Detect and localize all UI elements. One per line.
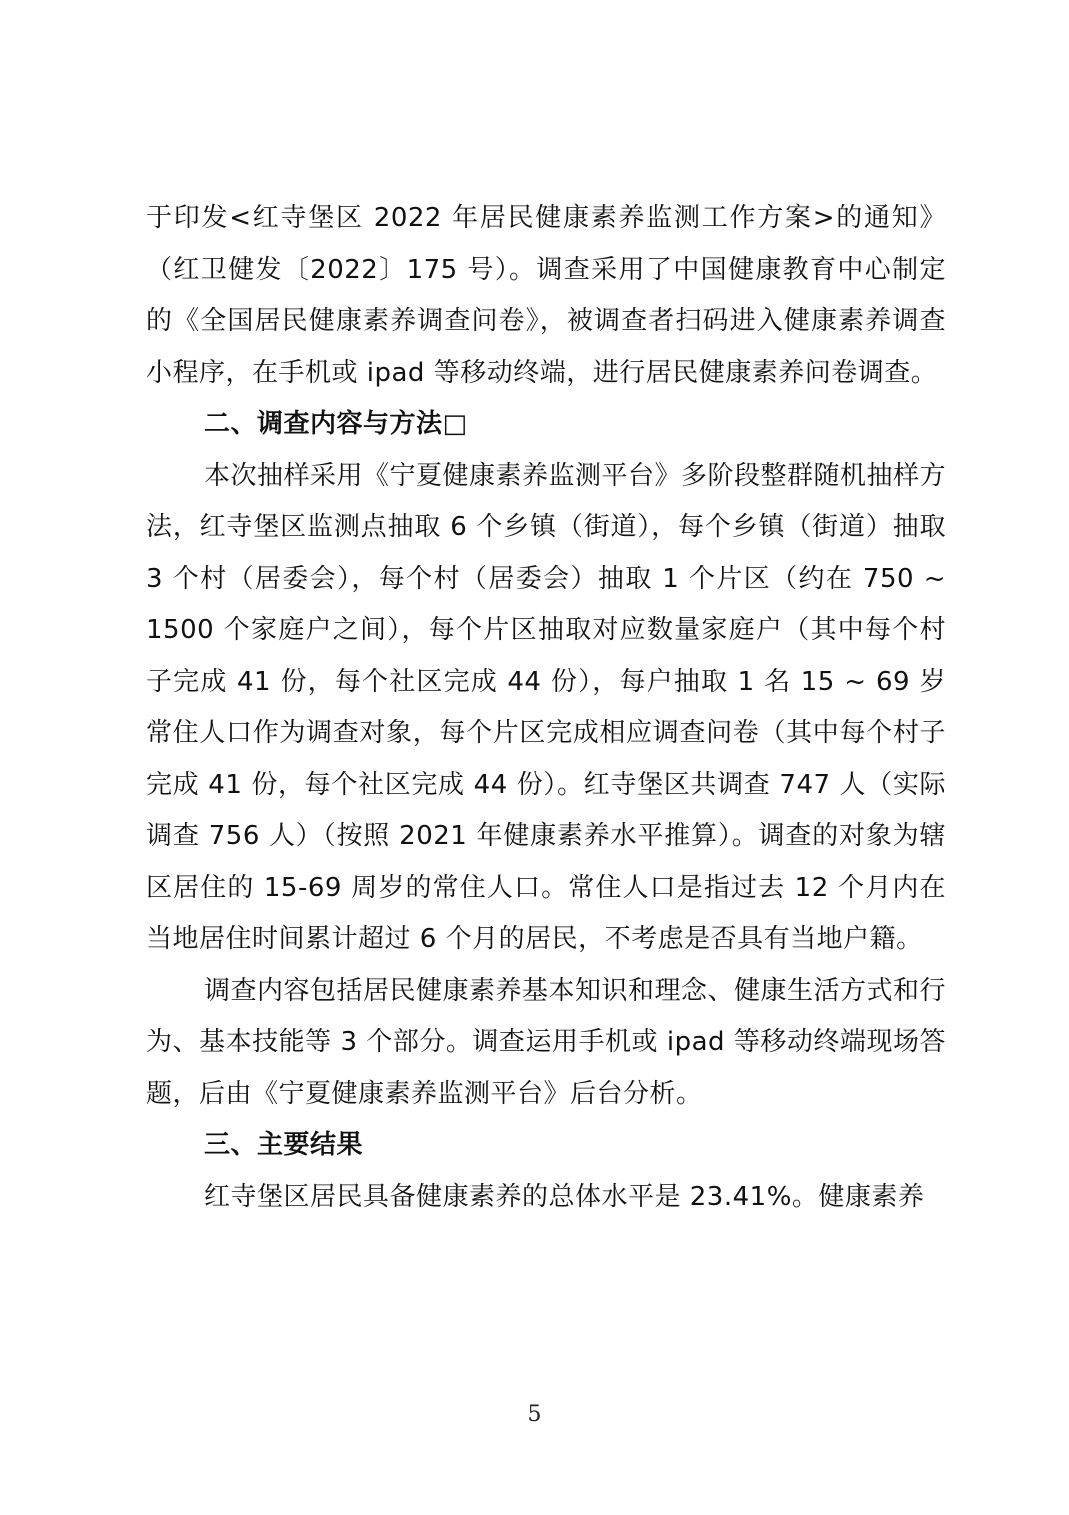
paragraph-results: 红寺堡区居民具备健康素养的总体水平是 23.41%。健康素养 (204, 1181, 925, 1212)
paragraph-survey-content: 调查内容包括居民健康素养基本知识和理念、健康生活方式和行为、基本技能等 3 个部分。调查运用手机或 ipad 等移动终端现场答题，后由《宁夏健康素养监测平台》后台分析。 (146, 975, 947, 1109)
section-heading-main-results: 三、主要结果 (204, 1130, 364, 1160)
page-number: 5 (527, 1402, 542, 1427)
paragraph-sampling-method: 本次抽样采用《宁夏健康素养监测平台》多阶段整群随机抽样方法，红寺堡区监测点抽取 6 个乡镇（街道），每个乡镇（街道）抽取 3 个村（居委会），每个村（居委会）抽取 1 个片区（约在 750 ~ 1500 个家庭户之间），每个片区抽取对应数量家庭户（其中每个村子完成 41 份，每个社区完成 44 份），每户抽取 1 名 15 ~ 69 岁常住人口作为调查对象，每个片区完成相应调查问卷（其中每个村子完成 41 份，每个社区完成 44 份）。红寺堡区共调查 747 人（实际调查 756 人）（按照 2021 年健康素养水平推算）。调查的对象为辖区居住的 15-69 周岁的常住人口。常住人口是指过去 12 个月内在当地居住时间累计超过 6 个月的居民，不考虑是否具有当地户籍。 (146, 460, 947, 954)
document-body (146, 193, 946, 1223)
paragraph-continuation: 于印发<红寺堡区 2022 年居民健康素养监测工作方案>的通知》（红卫健发〔2022〕175 号）。调查采用了中国健康教育中心制定的《全国居民健康素养调查问卷》，被调查者扫码进入健康素养调查小程序，在手机或 ipad 等移动终端，进行居民健康素养问卷调查。 (146, 203, 946, 388)
section-heading-survey-content-method: 二、调查内容与方法□ (204, 409, 468, 439)
